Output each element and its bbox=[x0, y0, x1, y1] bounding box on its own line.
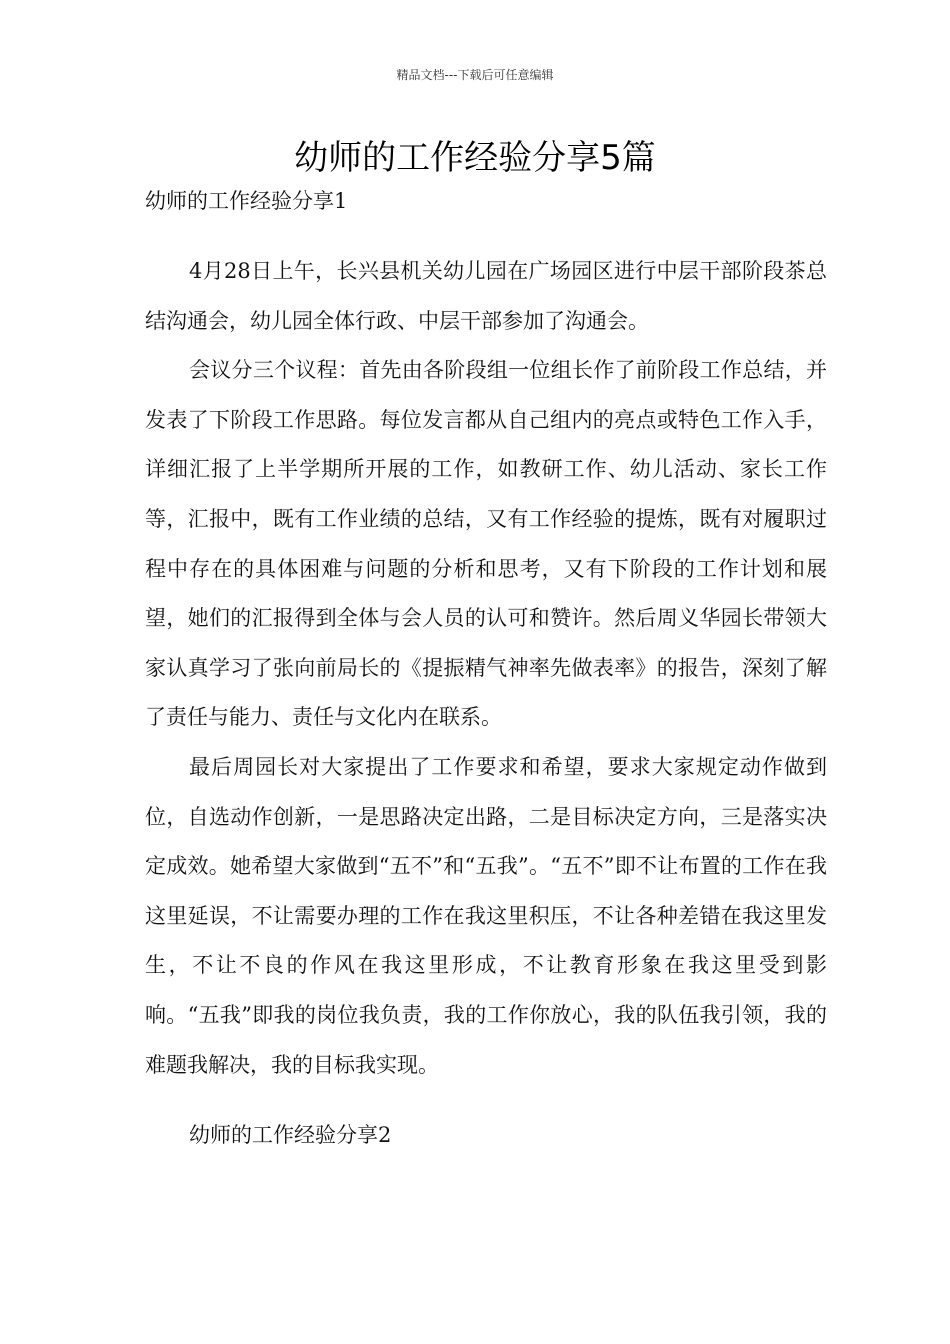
section-heading-2: 幼师的工作经验分享2 bbox=[189, 1123, 392, 1148]
paragraph-2: 会议分三个议程：首先由各阶段组一位组长作了前阶段工作总结，并发表了下阶段工作思路。每位发言都从自己组内的亮点或特色工作入手，详细汇报了上半学期所开展的工作，如教研工作、幼儿活动、家长工作等，汇报中，既有工作业绩的总结，又有工作经验的提炼，既有对履职过程中存在的具体困难与问题的分析和思考，又有下阶段的工作计划和展望，她们的汇报得到全体与会人员的认可和赞许。然后周义华园长带领大家认真学习了张向前局长的《提振精气神率先做表率》的报告，深刻了解了责任与能力、责任与文化内在联系。 bbox=[145, 358, 827, 730]
paragraph-3: 最后周园长对大家提出了工作要求和希望，要求大家规定动作做到位，自选动作创新，一是思路决定出路，二是目标决定方向，三是落实决定成效。她希望大家做到“五不”和“五我”。“五不”即不让布置的工作在我这里延误，不让需要办理的工作在我这里积压，不让各种差错在我这里发生，不让不良的作风在我这里形成，不让教育形象在我这里受到影响。“五我”即我的岗位我负责，我的工作你放心，我的队伍我引领，我的难题我解决，我的目标我实现。 bbox=[145, 754, 827, 1077]
document-body bbox=[145, 188, 827, 1149]
document-title: 幼师的工作经验分享5篇 bbox=[294, 138, 656, 178]
section-heading-1: 幼师的工作经验分享1 bbox=[145, 189, 348, 213]
paragraph-1: 4月28日上午，长兴县机关幼儿园在广场园区进行中层干部阶段茶总结沟通会，幼儿园全体行政、中层干部参加了沟通会。 bbox=[145, 259, 827, 333]
document-header-note: 精品文档---下载后可任意编辑 bbox=[396, 68, 554, 82]
